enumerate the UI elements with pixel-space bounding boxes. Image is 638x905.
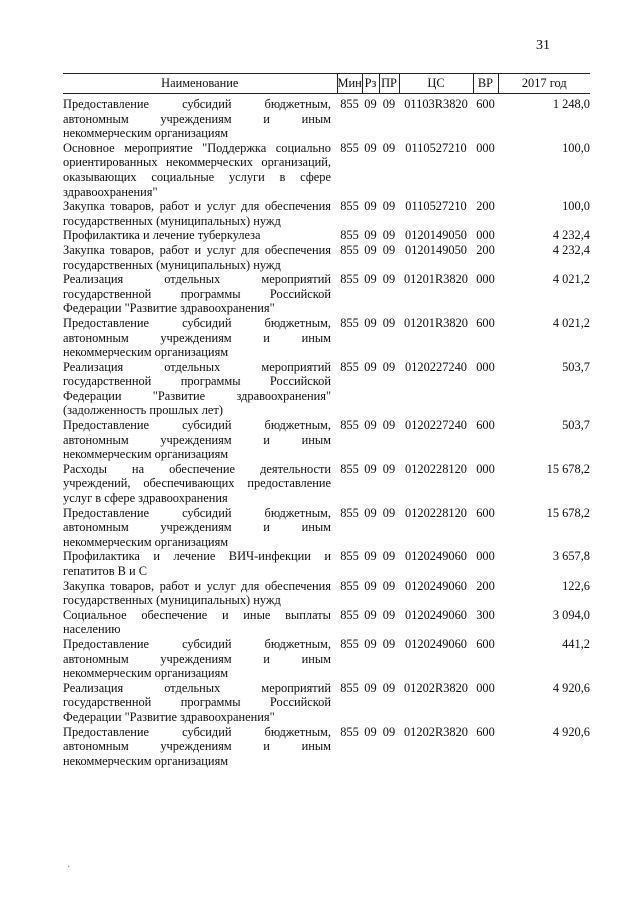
table-row [63,637,590,681]
row-name: Предоставление субсидий бюджетным, автономным учреждениям и иным некоммерческим организациям [63,505,331,549]
row-amount: 4 021,2 [552,272,590,287]
table-row [63,272,590,316]
row-pr: 09 [382,242,396,257]
row-amount: 100,0 [562,140,590,155]
row-cs: 0120249060 [405,549,467,564]
row-rz: 09 [364,418,377,433]
row-amount: 4 232,4 [552,228,590,243]
row-cs: 01201R3820 [403,315,469,330]
row-min: 855 [340,97,359,111]
row-pr: 09 [382,359,396,374]
row-min: 855 [340,315,359,330]
row-amount: 122,6 [562,578,590,593]
row-amount: 441,2 [562,636,590,651]
row-vr: 600 [476,315,495,330]
row-pr: 09 [382,724,396,739]
row-min: 855 [340,242,359,257]
row-pr: 09 [382,418,396,433]
page-number: 31 [536,38,550,53]
row-amount: 4 021,2 [552,315,590,330]
row-min: 855 [340,461,359,476]
row-rz: 09 [364,636,377,651]
row-min: 855 [340,228,359,243]
row-vr: 200 [476,199,495,214]
row-vr: 000 [476,461,495,476]
row-cs: 0110527210 [405,140,467,155]
row-cs: 01103R3820 [404,97,468,111]
row-pr: 09 [382,607,396,622]
table-row [63,228,590,243]
row-cs: 0120228120 [405,505,467,520]
row-rz: 09 [364,724,377,739]
row-name: Предоставление субсидий бюджетным, автономным учреждениям и иным некоммерческим организациям [63,724,331,768]
row-rz: 09 [364,140,377,155]
row-vr: 000 [476,140,495,155]
header-rz: Рз [362,74,379,94]
row-pr: 09 [382,461,396,476]
table-row [63,506,590,550]
row-name: Закупка товаров, работ и услуг для обеспечения государственных (муниципальных) нужд [63,199,331,228]
table-row [63,549,590,578]
row-vr: 600 [476,418,495,433]
row-vr: 000 [476,549,495,564]
header-year: 2017 год [498,74,590,94]
row-rz: 09 [364,680,377,695]
row-name: Профилактика и лечение туберкулеза [63,228,261,243]
header-cs: ЦС [399,74,473,94]
row-vr: 000 [476,228,495,243]
row-pr: 09 [382,272,396,287]
row-pr: 09 [382,97,396,111]
row-min: 855 [340,359,359,374]
table-row [63,681,590,725]
row-cs: 0120227240 [405,359,467,374]
row-amount: 15 678,2 [546,461,590,476]
row-min: 855 [340,636,359,651]
header-min: Мин [337,74,362,94]
row-rz: 09 [364,97,377,111]
row-cs: 0120249060 [405,607,467,622]
row-amount: 100,0 [562,199,590,214]
row-min: 855 [340,418,359,433]
row-cs: 0120249060 [405,578,467,593]
row-pr: 09 [382,315,396,330]
row-cs: 0120227240 [405,418,467,433]
row-name: Закупка товаров, работ и услуг для обеспечения государственных (муниципальных) нужд [63,578,331,608]
row-cs: 01201R3820 [403,272,469,287]
row-vr: 000 [476,680,495,695]
header-name: Наименование [63,74,337,94]
row-amount: 15 678,2 [546,505,590,520]
table-row [63,243,590,272]
row-vr: 300 [476,607,495,622]
row-name: Социальное обеспечение и иные выплаты населению [63,607,331,637]
row-rz: 09 [364,359,377,374]
row-vr: 600 [476,97,495,111]
row-min: 855 [340,724,359,739]
row-pr: 09 [382,505,396,520]
row-name: Расходы на обеспечение деятельности учреждений, обеспечивающих предоставление услуг в сфере здравоохранения [63,461,331,506]
row-cs: 01202R3820 [403,680,469,695]
row-name: Профилактика и лечение ВИЧ-инфекции и гепатитов В и С [63,549,331,578]
row-rz: 09 [364,228,377,243]
row-cs: 0110527210 [405,199,467,214]
row-vr: 600 [476,636,495,651]
row-amount: 3 094,0 [552,607,590,622]
budget-table [63,73,590,768]
row-name: Реализация отдельных мероприятий государственной программы Российской Федерации "Развитие здравоохранения" [63,272,331,316]
row-min: 855 [340,549,359,564]
row-rz: 09 [364,578,377,593]
row-min: 855 [340,140,359,155]
row-rz: 09 [364,199,377,214]
row-pr: 09 [382,578,396,593]
header-pr: ПР [379,74,399,94]
row-min: 855 [340,199,359,214]
row-pr: 09 [382,636,396,651]
row-vr: 600 [476,505,495,520]
row-rz: 09 [364,315,377,330]
table-row [63,360,590,418]
row-cs: 0120249060 [405,636,467,651]
table-row [63,579,590,608]
table-header-row [63,74,590,94]
row-rz: 09 [364,607,377,622]
row-name: Предоставление субсидий бюджетным, автономным учреждениям и иным некоммерческим организациям [63,636,331,681]
row-pr: 09 [382,228,396,243]
scan-speck: · [67,862,71,873]
row-cs: 01202R3820 [403,724,469,739]
row-min: 855 [340,272,359,287]
row-amount: 4 920,6 [552,724,590,739]
row-name: Предоставление субсидий бюджетным, автономным учреждениям и иным некоммерческим организациям [63,418,331,462]
row-amount: 503,7 [562,359,590,374]
table-row [63,316,590,360]
row-rz: 09 [364,272,377,287]
row-rz: 09 [364,461,377,476]
table-row [63,141,590,199]
row-pr: 09 [382,680,396,695]
table-row [63,199,590,228]
row-cs: 0120149050 [405,242,467,257]
table-row [63,462,590,506]
row-min: 855 [340,578,359,593]
row-cs: 0120228120 [405,461,467,476]
table-row [63,418,590,462]
row-rz: 09 [364,505,377,520]
row-amount: 3 657,8 [552,549,590,564]
row-vr: 200 [476,242,495,257]
row-cs: 0120149050 [405,228,467,243]
row-amount: 4 232,4 [552,242,590,257]
row-min: 855 [340,607,359,622]
row-amount: 1 248,0 [552,97,590,111]
row-vr: 600 [476,724,495,739]
row-amount: 4 920,6 [552,680,590,695]
row-pr: 09 [382,140,396,155]
row-vr: 000 [476,272,495,287]
table-row [63,94,590,141]
row-amount: 503,7 [562,418,590,433]
row-rz: 09 [364,242,377,257]
row-name: Основное мероприятие "Поддержка социально ориентированных некоммерческих организаций, оказывающих социальные услуги в сфере здравоохранения" [63,140,331,199]
table-row [63,725,590,769]
row-pr: 09 [382,199,396,214]
header-vr: ВР [473,74,498,94]
row-rz: 09 [364,549,377,564]
row-name: Реализация отдельных мероприятий государственной программы Российской Федерации "Развитие здравоохранения" [63,680,331,724]
row-pr: 09 [382,549,396,564]
row-vr: 200 [476,578,495,593]
row-name: Закупка товаров, работ и услуг для обеспечения государственных (муниципальных) нужд [63,242,331,272]
row-min: 855 [340,505,359,520]
row-name: Предоставление субсидий бюджетным, автономным учреждениям и иным некоммерческим организациям [63,315,331,360]
table-row [63,608,590,637]
row-name: Предоставление субсидий бюджетным, автономным учреждениям и иным некоммерческим организациям [63,97,331,141]
row-min: 855 [340,680,359,695]
row-name: Реализация отдельных мероприятий государственной программы Российской Федерации "Развитие здравоохранения" (задолженность прошлых лет) [63,359,331,418]
row-vr: 000 [476,359,495,374]
